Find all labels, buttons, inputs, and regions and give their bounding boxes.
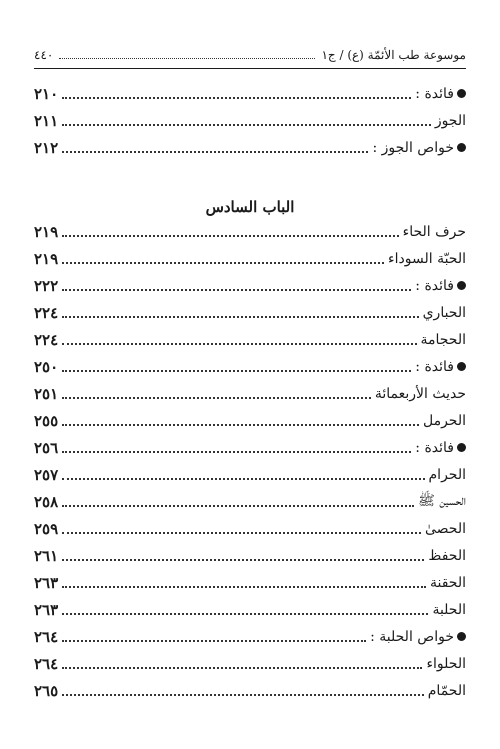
leader-dots [62,370,411,372]
toc-entry [34,272,466,299]
toc-entry-page: ٢٥٠ [34,357,59,376]
toc-entry [34,596,466,623]
toc-entry-page: ٢١٩ [34,249,59,268]
toc-entry-label [415,86,466,102]
toc-entry-page: ٢٢٤ [34,303,59,322]
leader-dots [62,124,431,126]
leader-dots [62,586,426,588]
header-rule [34,68,466,69]
toc-entry-label [428,683,466,699]
toc-entry-label [435,113,466,129]
toc-entry-text: الحقنة [429,574,466,591]
section-title: الباب السادس [205,198,295,216]
toc-entry-text: الحلواء [426,655,466,672]
toc-entry [34,542,466,569]
toc-entry-label [423,305,466,321]
toc-entry-page: ٢١١ [34,111,59,130]
toc-entry-text: خواص الجوز : [372,139,454,156]
running-header [34,44,466,66]
toc-entry [34,407,466,434]
book-title: موسوعة طب الأئمّة (ع) / ج١ [321,48,466,62]
leader-dots [62,505,414,507]
toc-entry [34,245,466,272]
toc-entry-page: ٢٦٤ [34,654,59,673]
leader-dots [62,289,411,291]
toc-entry [34,623,466,650]
toc-entry-page: ٢٢٢ [34,276,59,295]
toc-entry-page: ٢١٠ [34,84,59,103]
leader-dots [62,316,418,318]
bullet-icon [457,443,466,452]
toc-entry [34,434,466,461]
toc-group-2 [34,218,466,704]
toc-entry-label [375,386,466,402]
toc-entry-label [403,224,466,240]
leader-dots [62,424,419,426]
toc-entry-label [372,140,466,156]
toc-entry-label [418,492,466,512]
toc-entry [34,107,466,134]
toc-entry [34,380,466,407]
toc-entry-text: حرف الحاء [402,223,466,240]
toc-group-1 [34,80,466,161]
toc-entry-text: الحرام [428,466,466,483]
toc-entry-text: الحفظ [428,547,466,564]
toc-entry-label [423,413,466,429]
bullet-icon [457,89,466,98]
bullet-icon [457,281,466,290]
toc-entry [34,461,466,488]
toc-entry-page: ٢١٩ [34,222,59,241]
toc-entry-text: فائدة : [415,358,454,375]
toc-entry-text: حديث الأربعمائة [374,385,466,402]
toc-entry-label [432,602,466,618]
toc-entry [34,218,466,245]
leader-dots [62,451,411,453]
toc-entry-label [430,575,466,591]
leader-dots [62,532,421,534]
toc-entry-label [428,548,466,564]
toc-entry [34,299,466,326]
toc-entry-text: خواص الحلبة : [370,628,454,645]
toc-entry-page: ٢٥٩ [34,519,59,538]
toc-entry-text: الحبّة السوداء [388,250,466,267]
toc-entry-text: الحلبة [432,601,466,618]
leader-dots [62,235,398,237]
toc-entry-label [421,332,467,348]
toc-entry-page: ٢٦١ [34,546,59,565]
toc-entry-label [425,521,466,537]
bullet-icon [457,362,466,371]
leader-dots [62,343,416,345]
leader-dots [62,559,424,561]
leader-dots [62,151,368,153]
bullet-icon [457,143,466,152]
leader-dots [62,262,384,264]
toc-entry-text: الحمّام [427,682,466,699]
toc-entry-label [415,440,466,456]
toc-entry-text: فائدة : [415,85,454,102]
toc-entry-page: ٢٥٧ [34,465,59,484]
toc-entry-page: ٢٥٨ [34,492,59,511]
toc-entry [34,515,466,542]
toc-entry [34,677,466,704]
toc-entry-page: ٢١٢ [34,138,59,157]
toc-entry-label [415,359,466,375]
toc-entry [34,569,466,596]
toc-entry-text: الحسين ﷺ [417,492,466,509]
toc-entry-text: الحباري [422,304,466,321]
toc-entry-text: الحجامة [420,331,466,348]
leader-dots [62,613,428,615]
toc-entry-text: فائدة : [415,277,454,294]
toc-entry [34,488,466,515]
toc-entry-text: الحرمل [422,412,466,429]
toc-entry-page: ٢٦٣ [34,600,59,619]
toc-entry [34,650,466,677]
toc-entry-text: فائدة : [415,439,454,456]
toc-entry [34,326,466,353]
leader-dots [62,640,366,642]
bullet-icon [457,632,466,641]
toc-entry-page: ٢٥١ [34,384,59,403]
leader-dots [62,667,422,669]
toc-entry-label [388,251,466,267]
toc-entry-page: ٢٥٥ [34,411,59,430]
toc-entry-text: الحصىٰ [424,520,466,537]
leader-dots [62,397,371,399]
toc-entry [34,353,466,380]
toc-entry-page: ٢٦٣ [34,573,59,592]
toc-entry-label [429,467,466,483]
toc-entry-label [370,629,466,645]
toc-entry [34,80,466,107]
leader-dots [62,97,411,99]
toc-entry-page: ٢٦٤ [34,627,59,646]
leader-dots [62,478,424,480]
toc-entry-page: ٢٢٤ [34,330,59,349]
page-number: ٤٤٠ [34,48,54,62]
header-leader-dots [59,58,315,59]
toc-entry-label [426,656,466,672]
toc-entry-text: الجوز [434,112,466,129]
toc-entry [34,134,466,161]
toc-entry-label [415,278,466,294]
leader-dots [62,694,424,696]
toc-entry-page: ٢٦٥ [34,681,59,700]
toc-entry-page: ٢٥٦ [34,438,59,457]
